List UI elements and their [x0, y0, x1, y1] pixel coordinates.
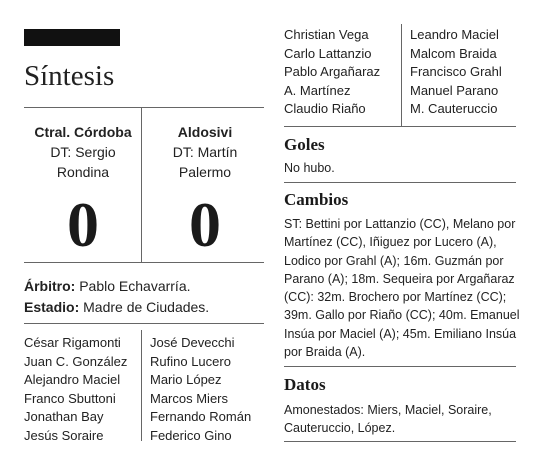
stadium-value: Madre de Ciudades.	[83, 299, 210, 315]
page-title: Síntesis	[24, 60, 115, 92]
player-name: Alejandro Maciel	[24, 372, 121, 387]
referee-label: Árbitro:	[24, 278, 76, 294]
player-name: Mario López	[150, 372, 222, 387]
away-coach-line2: Palermo	[178, 164, 232, 180]
home-coach-line1: DT: Sergio	[50, 144, 116, 160]
player-name: A. Martínez	[284, 82, 351, 98]
away-lineup-part1	[150, 334, 251, 445]
referee-line	[24, 276, 209, 297]
player-name: Fernando Román	[150, 409, 252, 424]
away-coach-line1: DT: Martín	[172, 144, 238, 160]
player-name: Christian Vega	[284, 27, 369, 42]
section-marker-bar	[24, 29, 120, 46]
player-name: Malcom Braida	[410, 45, 497, 61]
player-name: Pablo Argañaraz	[284, 64, 381, 79]
away-team	[146, 108, 264, 260]
team-divider	[141, 108, 142, 262]
home-team	[24, 108, 142, 260]
player-name: Franco Sbuttoni	[24, 390, 116, 406]
player-name: Rufino Lucero	[150, 353, 231, 369]
home-team-name: Ctral. Córdoba	[34, 124, 132, 140]
match-info	[24, 276, 209, 318]
home-lineup-part2	[284, 26, 380, 119]
home-score: 0	[67, 189, 99, 260]
lineup-divider	[141, 330, 142, 441]
player-name: Manuel Parano	[410, 82, 499, 98]
player-name: Claudio Riaño	[284, 101, 366, 116]
divider	[24, 262, 264, 263]
datos-heading: Datos	[284, 375, 326, 394]
goles-heading: Goles	[284, 135, 325, 154]
player-name: Juan C. González	[24, 353, 128, 369]
player-name: César Rigamonti	[24, 335, 121, 350]
divider	[284, 441, 516, 442]
stadium-line	[24, 297, 209, 318]
away-team-name: Aldosivi	[177, 124, 233, 140]
divider	[284, 182, 516, 183]
divider	[284, 366, 516, 367]
home-lineup-part1	[24, 334, 127, 445]
stadium-label: Estadio:	[24, 299, 80, 315]
player-name: Carlo Lattanzio	[284, 45, 372, 61]
cambios-heading: Cambios	[284, 190, 349, 209]
home-coach-line2: Rondina	[56, 164, 110, 180]
away-lineup-part2	[410, 26, 502, 119]
player-name: M. Cauteruccio	[410, 101, 498, 116]
player-name: Federico Gino	[150, 427, 232, 443]
goles-text: No hubo.	[284, 161, 335, 175]
player-name: Leandro Maciel	[410, 27, 499, 42]
player-name: Francisco Grahl	[410, 64, 502, 79]
datos-text: Amonestados: Miers, Maciel, Soraire, Cauteruccio, López.	[284, 403, 492, 436]
divider	[284, 126, 516, 127]
lineup-divider	[401, 24, 402, 126]
player-name: Jesús Soraire	[24, 427, 104, 443]
referee-value: Pablo Echavarría.	[79, 278, 191, 294]
away-score: 0	[189, 189, 221, 260]
divider	[24, 323, 264, 324]
player-name: Jonathan Bay	[24, 409, 104, 424]
cambios-text: ST: Bettini por Lattanzio (CC), Melano por Martínez (CC), Iñiguez por Lucero (A), Lodico por Grahl (A); 16m. Guzmán por Parano (A); 18m. Sequeira por Argañaraz (CC): 32m. Brochero por Martínez (CC); 39m. Gallo por Riaño (CC); 40m. Emanuel Insúa por Maciel (A); 45m. Emiliano Insúa por Braida (A).	[284, 217, 520, 360]
teams-scoreboard	[24, 108, 264, 262]
player-name: Marcos Miers	[150, 390, 229, 406]
player-name: José Devecchi	[150, 335, 235, 350]
